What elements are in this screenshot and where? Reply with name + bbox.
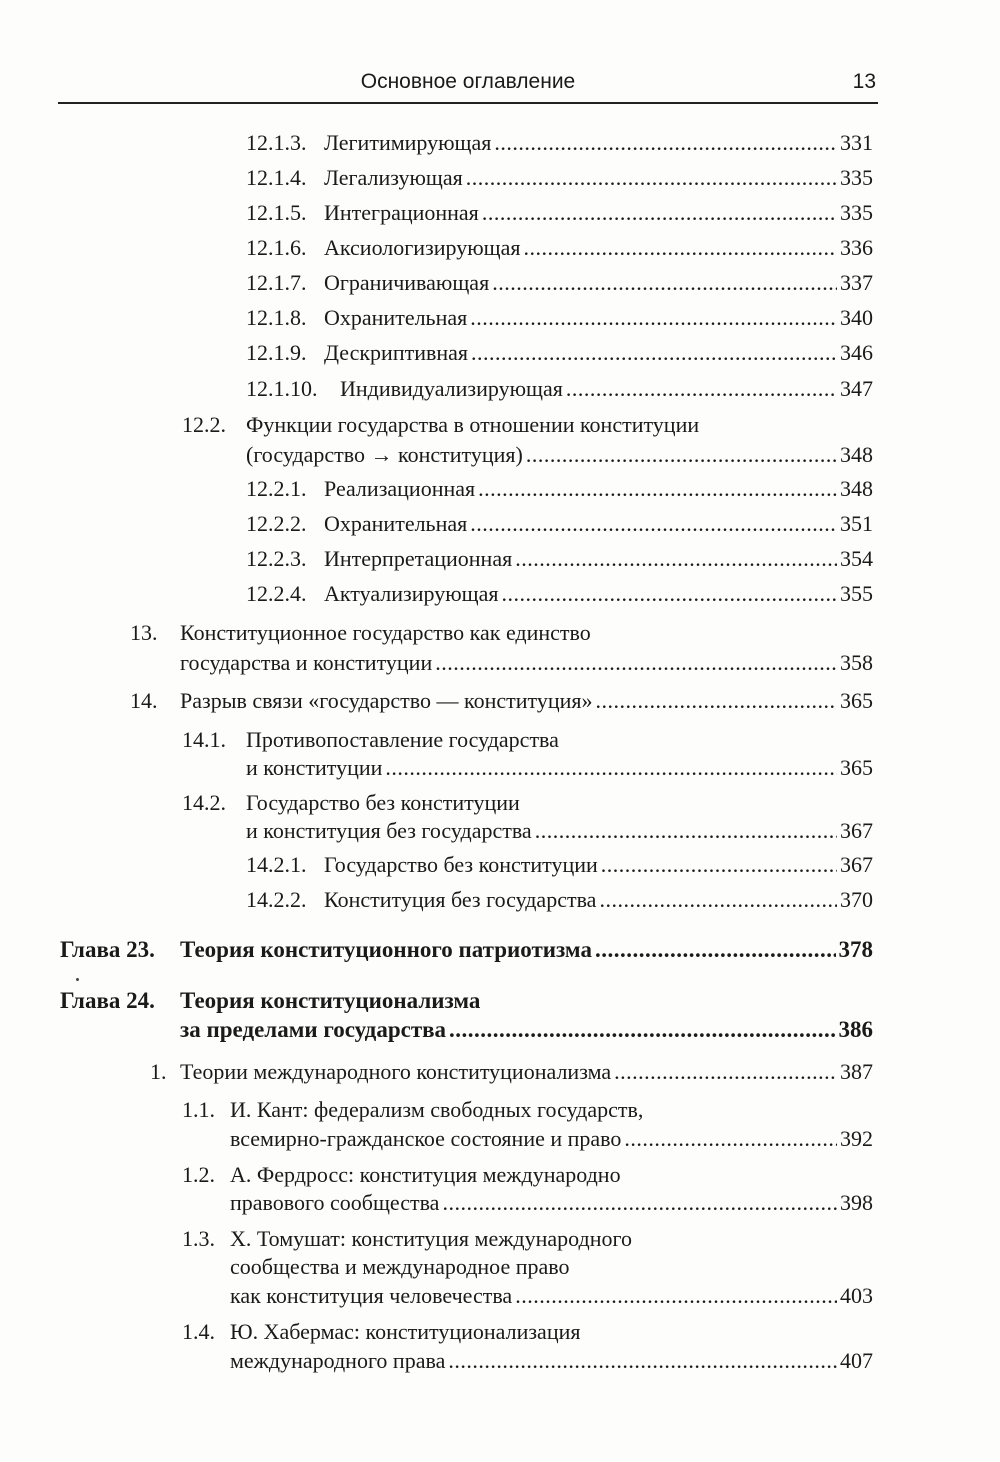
leader-dots bbox=[448, 1348, 837, 1374]
entry-page: 348 bbox=[840, 476, 873, 501]
entry-title-line1: Функции государства в отношении конституции bbox=[246, 412, 700, 437]
entry-number: 1.2. bbox=[182, 1162, 215, 1187]
toc-entry[interactable] bbox=[230, 1348, 873, 1374]
entry-number: 12.2.1. bbox=[246, 476, 307, 501]
leader-dots bbox=[471, 340, 837, 366]
leader-dots bbox=[526, 442, 837, 468]
toc-entry-line1 bbox=[182, 1226, 873, 1252]
toc-entry[interactable] bbox=[246, 270, 873, 296]
entry-page: 331 bbox=[840, 130, 873, 155]
toc-entry[interactable] bbox=[246, 887, 873, 913]
leader-dots bbox=[595, 688, 837, 714]
entry-number: 12.1.6. bbox=[246, 235, 307, 260]
entry-title: государства и конституции bbox=[180, 650, 433, 675]
entry-page: 392 bbox=[840, 1126, 873, 1151]
leader-dots bbox=[566, 376, 837, 402]
entry-page: 340 bbox=[840, 305, 873, 330]
toc-entry[interactable] bbox=[230, 1283, 873, 1309]
toc-entry[interactable] bbox=[246, 235, 873, 261]
entry-title-line1: Ю. Хабермас: конституционализация bbox=[230, 1319, 581, 1344]
entry-title: Государство без конституции bbox=[324, 852, 598, 877]
toc-entry[interactable] bbox=[246, 376, 873, 402]
leader-dots bbox=[435, 650, 837, 676]
chapter-entry[interactable] bbox=[180, 1017, 873, 1043]
entry-number: 12.2.2. bbox=[246, 511, 307, 536]
entry-title-line1: Противопоставление государства bbox=[246, 727, 559, 752]
entry-number: 13. bbox=[130, 620, 158, 645]
leader-dots bbox=[482, 200, 837, 226]
toc-entry[interactable] bbox=[246, 340, 873, 366]
leader-dots bbox=[494, 130, 837, 156]
entry-title: Охранительная bbox=[324, 511, 468, 536]
chapter-title: Теория конституционного патриотизма bbox=[180, 937, 592, 962]
toc-entry[interactable] bbox=[246, 130, 873, 156]
leader-dots bbox=[449, 1017, 835, 1043]
entry-number: 12.2.3. bbox=[246, 546, 307, 571]
toc-entry[interactable] bbox=[150, 1059, 873, 1085]
entry-page: 370 bbox=[840, 887, 873, 912]
chapter-number: Глава 24. bbox=[60, 988, 155, 1013]
header-page-number: 13 bbox=[852, 70, 876, 93]
running-header bbox=[58, 62, 878, 104]
header-title: Основное оглавление bbox=[360, 70, 576, 93]
entry-title: Интерпретационная bbox=[324, 546, 513, 571]
entry-title: Теории международного конституционализма bbox=[180, 1059, 612, 1084]
entry-number: 14.2.2. bbox=[246, 887, 307, 912]
entry-title: правового сообщества bbox=[230, 1190, 440, 1215]
entry-number: 12.1.5. bbox=[246, 200, 307, 225]
entry-number: 12.1.10. bbox=[246, 376, 318, 401]
leader-dots bbox=[470, 305, 837, 331]
entry-title: Актуализирующая bbox=[324, 581, 499, 606]
toc-entry-line1 bbox=[182, 790, 873, 816]
entry-title: Охранительная bbox=[324, 305, 468, 330]
leader-dots bbox=[478, 476, 837, 502]
entry-page: 335 bbox=[840, 200, 873, 225]
entry-title: Реализационная bbox=[324, 476, 476, 501]
print-speck bbox=[76, 978, 79, 981]
toc-entry[interactable] bbox=[230, 1190, 873, 1216]
entry-number: 14.2.1. bbox=[246, 852, 307, 877]
leader-dots bbox=[524, 235, 838, 261]
chapter-number: Глава 23. bbox=[60, 937, 155, 962]
entry-page: 367 bbox=[840, 818, 873, 843]
entry-title: как конституция человечества bbox=[230, 1283, 513, 1308]
entry-number: 14.2. bbox=[182, 790, 226, 815]
entry-title: Ограничивающая bbox=[324, 270, 490, 295]
entry-number: 12.1.7. bbox=[246, 270, 307, 295]
toc-entry-line1 bbox=[182, 727, 873, 753]
toc-entry[interactable] bbox=[246, 200, 873, 226]
toc-entry[interactable] bbox=[246, 818, 873, 844]
entry-page: 407 bbox=[840, 1348, 873, 1373]
entry-title: (государство → конституция) bbox=[246, 442, 523, 467]
chapter-page: 378 bbox=[838, 937, 873, 962]
entry-page: 398 bbox=[840, 1190, 873, 1215]
entry-title-line1: Государство без конституции bbox=[246, 790, 520, 815]
toc-entry[interactable] bbox=[246, 546, 873, 572]
leader-dots bbox=[599, 887, 837, 913]
toc-entry[interactable] bbox=[246, 852, 873, 878]
leader-dots bbox=[601, 852, 837, 878]
entry-number: 12.1.8. bbox=[246, 305, 307, 330]
entry-title-line1: Х. Томушат: конституция международного bbox=[230, 1226, 632, 1251]
toc-entry[interactable] bbox=[246, 476, 873, 502]
entry-title-line1: А. Фердросс: конституция международно bbox=[230, 1162, 621, 1187]
entry-number: 1.1. bbox=[182, 1097, 215, 1122]
toc-entry-line1 bbox=[182, 1162, 873, 1188]
toc-entry[interactable] bbox=[246, 755, 873, 781]
leader-dots bbox=[442, 1190, 837, 1216]
entry-page: 348 bbox=[840, 442, 873, 467]
entry-number: 1.3. bbox=[182, 1226, 215, 1251]
entry-page: 367 bbox=[840, 852, 873, 877]
entry-page: 358 bbox=[840, 650, 873, 675]
toc-entry[interactable] bbox=[180, 650, 873, 676]
toc-entry[interactable] bbox=[130, 688, 873, 714]
toc-entry-line2 bbox=[230, 1254, 873, 1280]
entry-page: 365 bbox=[840, 755, 873, 780]
entry-title: всемирно-гражданское состояние и право bbox=[230, 1126, 622, 1151]
toc-entry-line1 bbox=[182, 412, 873, 438]
entry-title: международного права bbox=[230, 1348, 446, 1373]
entry-page: 346 bbox=[840, 340, 873, 365]
toc-entry-line1 bbox=[182, 1319, 873, 1345]
entry-title-line2: сообщества и международное право bbox=[230, 1254, 570, 1279]
entry-page: 337 bbox=[840, 270, 873, 295]
entry-page: 365 bbox=[840, 688, 873, 713]
entry-title: Интеграционная bbox=[324, 200, 479, 225]
chapter-title-line1: Теория конституционализма bbox=[180, 988, 481, 1013]
leader-dots bbox=[515, 546, 837, 572]
entry-title: Дескриптивная bbox=[324, 340, 469, 365]
toc-entry[interactable] bbox=[246, 165, 873, 191]
entry-title: Легализующая bbox=[324, 165, 463, 190]
entry-title: и конституции bbox=[246, 755, 383, 780]
leader-dots bbox=[470, 511, 837, 537]
entry-page: 387 bbox=[840, 1059, 873, 1084]
toc-entry[interactable] bbox=[246, 442, 873, 468]
leader-dots bbox=[614, 1059, 837, 1085]
entry-number: 1.4. bbox=[182, 1319, 215, 1344]
entry-number: 12.1.9. bbox=[246, 340, 307, 365]
leader-dots bbox=[501, 581, 837, 607]
leader-dots bbox=[624, 1126, 837, 1152]
entry-title: Легитимирующая bbox=[324, 130, 492, 155]
toc-entry-line1 bbox=[182, 1097, 873, 1123]
entry-page: 355 bbox=[840, 581, 873, 606]
chapter-entry[interactable] bbox=[60, 937, 873, 963]
leader-dots bbox=[515, 1283, 837, 1309]
chapter-page: 386 bbox=[838, 1017, 873, 1042]
toc-entry[interactable] bbox=[246, 305, 873, 331]
toc-entry-line1 bbox=[130, 620, 873, 646]
entry-page: 354 bbox=[840, 546, 873, 571]
entry-title: Разрыв связи «государство — конституция» bbox=[180, 688, 593, 713]
leader-dots bbox=[595, 937, 836, 963]
entry-number: 1. bbox=[150, 1059, 167, 1084]
toc-entry[interactable] bbox=[246, 511, 873, 537]
leader-dots bbox=[385, 755, 837, 781]
toc-entry[interactable] bbox=[230, 1126, 873, 1152]
leader-dots bbox=[466, 165, 837, 191]
chapter-entry-line1 bbox=[60, 988, 873, 1014]
entry-title: и конституция без государства bbox=[246, 818, 532, 843]
entry-page: 347 bbox=[840, 376, 873, 401]
entry-page: 335 bbox=[840, 165, 873, 190]
entry-number: 12.2. bbox=[182, 412, 226, 437]
toc-entry[interactable] bbox=[246, 581, 873, 607]
chapter-title: за пределами государства bbox=[180, 1017, 447, 1042]
entry-number: 12.1.4. bbox=[246, 165, 307, 190]
entry-number: 14. bbox=[130, 688, 158, 713]
entry-page: 403 bbox=[840, 1283, 873, 1308]
entry-title-line1: Конституционное государство как единство bbox=[180, 620, 591, 645]
entry-page: 351 bbox=[840, 511, 873, 536]
entry-title: Индивидуализирующая bbox=[340, 376, 563, 401]
entry-number: 12.1.3. bbox=[246, 130, 307, 155]
entry-number: 12.2.4. bbox=[246, 581, 307, 606]
entry-title: Конституция без государства bbox=[324, 887, 597, 912]
leader-dots bbox=[535, 818, 837, 844]
entry-page: 336 bbox=[840, 235, 873, 260]
entry-number: 14.1. bbox=[182, 727, 226, 752]
entry-title: Аксиологизирующая bbox=[324, 235, 521, 260]
entry-title-line1: И. Кант: федерализм свободных государств, bbox=[230, 1097, 644, 1122]
leader-dots bbox=[492, 270, 837, 296]
